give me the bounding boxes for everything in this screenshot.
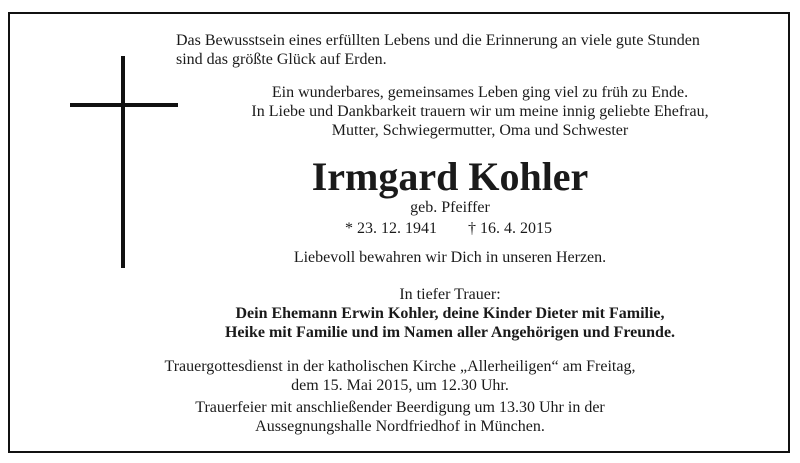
message-line-1: Ein wunderbares, gemeinsames Leben ging viel zu früh zu Ende. [271, 84, 689, 101]
memory-line: Liebevoll bewahren wir Dich in unseren Herzen. [293, 249, 607, 266]
cross-horizontal-bar [70, 103, 178, 107]
mourners-line-2: Heike mit Familie und im Namen aller Angehörigen und Freunde. [224, 324, 676, 341]
cross-vertical-bar [121, 56, 125, 268]
birth-date: * 23. 12. 1941 [345, 220, 437, 237]
intro-line-2: sind das größte Glück auf Erden. [176, 51, 387, 68]
message-line-3: Mutter, Schwiegermutter, Oma und Schwester [331, 122, 629, 139]
death-date: † 16. 4. 2015 [468, 220, 552, 237]
service-line-3: Trauerfeier mit anschließender Beerdigung um 13.30 Uhr in der [195, 399, 605, 416]
service-line-4: Aussegnungshalle Nordfriedhof in München. [255, 418, 545, 435]
maiden-name: geb. Pfeiffer [410, 199, 490, 216]
mourners-heading: In tiefer Trauer: [399, 286, 501, 303]
intro-line-1: Das Bewusstsein eines erfüllten Lebens und die Erinnerung an viele gute Stunden [176, 32, 700, 49]
service-line-1: Trauergottesdienst in der katholischen Kirche „Allerheiligen“ am Freitag, [164, 358, 636, 375]
deceased-name: Irmgard Kohler [311, 154, 589, 199]
mourners-line-1: Dein Ehemann Erwin Kohler, deine Kinder Dieter mit Familie, [235, 305, 665, 322]
message-line-2: In Liebe und Dankbarkeit trauern wir um meine innig geliebte Ehefrau, [251, 103, 709, 120]
service-line-2: dem 15. Mai 2015, um 12.30 Uhr. [291, 377, 509, 394]
